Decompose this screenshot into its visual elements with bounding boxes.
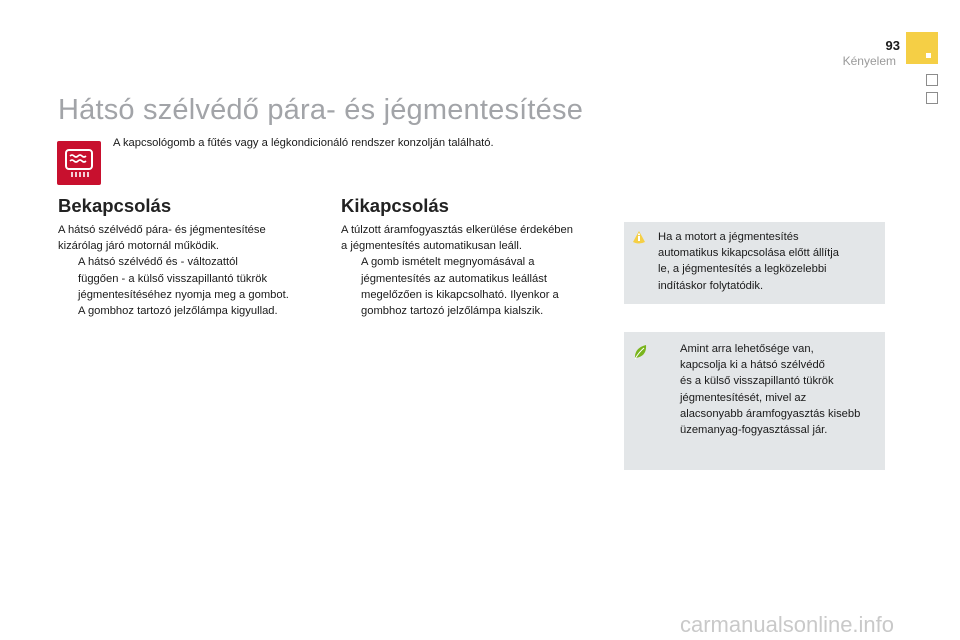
text-line: A gombhoz tartozó jelzőlámpa kigyullad. bbox=[78, 305, 278, 318]
text-line: jégmentesítéséhez nyomja meg a gombot. bbox=[78, 288, 289, 301]
text-line: kapcsolja ki a hátsó szélvédő bbox=[680, 359, 825, 372]
watermark: carmanualsonline.info bbox=[680, 612, 895, 637]
leaf-icon bbox=[632, 343, 648, 366]
bullet-item bbox=[58, 254, 328, 319]
section-body-on bbox=[58, 222, 328, 319]
text-line: kizárólag járó motornál működik. bbox=[58, 240, 220, 253]
bullet-item bbox=[341, 254, 611, 319]
section-label: Kényelem bbox=[842, 54, 896, 68]
text-line: jégmentesítés az automatikus leállást bbox=[361, 272, 547, 285]
text-line: Amint arra lehetősége van, bbox=[680, 343, 814, 355]
info-note-text bbox=[658, 229, 878, 294]
text-line: a jégmentesítés automatikusan leáll. bbox=[341, 240, 522, 253]
text-line: A hátsó szélvédő és - változattól bbox=[78, 256, 238, 269]
page-number: 93 bbox=[885, 38, 900, 53]
text-line: megelőzően is kikapcsolható. Ilyenkor a bbox=[361, 288, 559, 301]
eco-note bbox=[624, 332, 885, 470]
text-line: Ha a motort a jégmentesítés bbox=[658, 231, 799, 243]
info-icon bbox=[632, 230, 646, 251]
intro-text: A kapcsológomb a fűtés vagy a légkondicionáló rendszer konzolján található. bbox=[113, 137, 494, 149]
text-line: alacsonyabb áramfogyasztás kisebb bbox=[680, 407, 861, 420]
info-note bbox=[624, 222, 885, 304]
text-line: és a külső visszapillantó tükrök bbox=[680, 375, 834, 388]
text-line: A túlzott áramfogyasztás elkerülése érdekében bbox=[341, 224, 573, 236]
text-line: indításkor folytatódik. bbox=[658, 279, 764, 292]
section-tab-2[interactable] bbox=[926, 74, 938, 86]
text-line: le, a jégmentesítés a legközelebbi bbox=[658, 263, 827, 276]
text-line: függően - a külső visszapillantó tükrök bbox=[78, 272, 268, 285]
section-title-off: Kikapcsolás bbox=[341, 195, 449, 216]
text-line: gombhoz tartozó jelzőlámpa kialszik. bbox=[361, 305, 544, 318]
section-tab-active[interactable] bbox=[906, 32, 938, 64]
section-tab-3[interactable] bbox=[926, 92, 938, 104]
text-line: jégmentesítését, mivel az bbox=[680, 391, 807, 404]
page-title: Hátsó szélvédő pára- és jégmentesítése bbox=[58, 94, 584, 126]
section-title-on: Bekapcsolás bbox=[58, 195, 172, 216]
rear-defrost-icon bbox=[57, 141, 101, 185]
tab-dot bbox=[926, 53, 931, 58]
text-line: A gomb ismételt megnyomásával a bbox=[361, 256, 535, 269]
text-line: üzemanyag-fogyasztással jár. bbox=[680, 424, 828, 437]
eco-note-text bbox=[680, 341, 880, 438]
text-line: A hátsó szélvédő pára- és jégmentesítése bbox=[58, 224, 266, 236]
section-body-off bbox=[341, 222, 611, 319]
text-line: automatikus kikapcsolása előtt állítja bbox=[658, 247, 839, 260]
